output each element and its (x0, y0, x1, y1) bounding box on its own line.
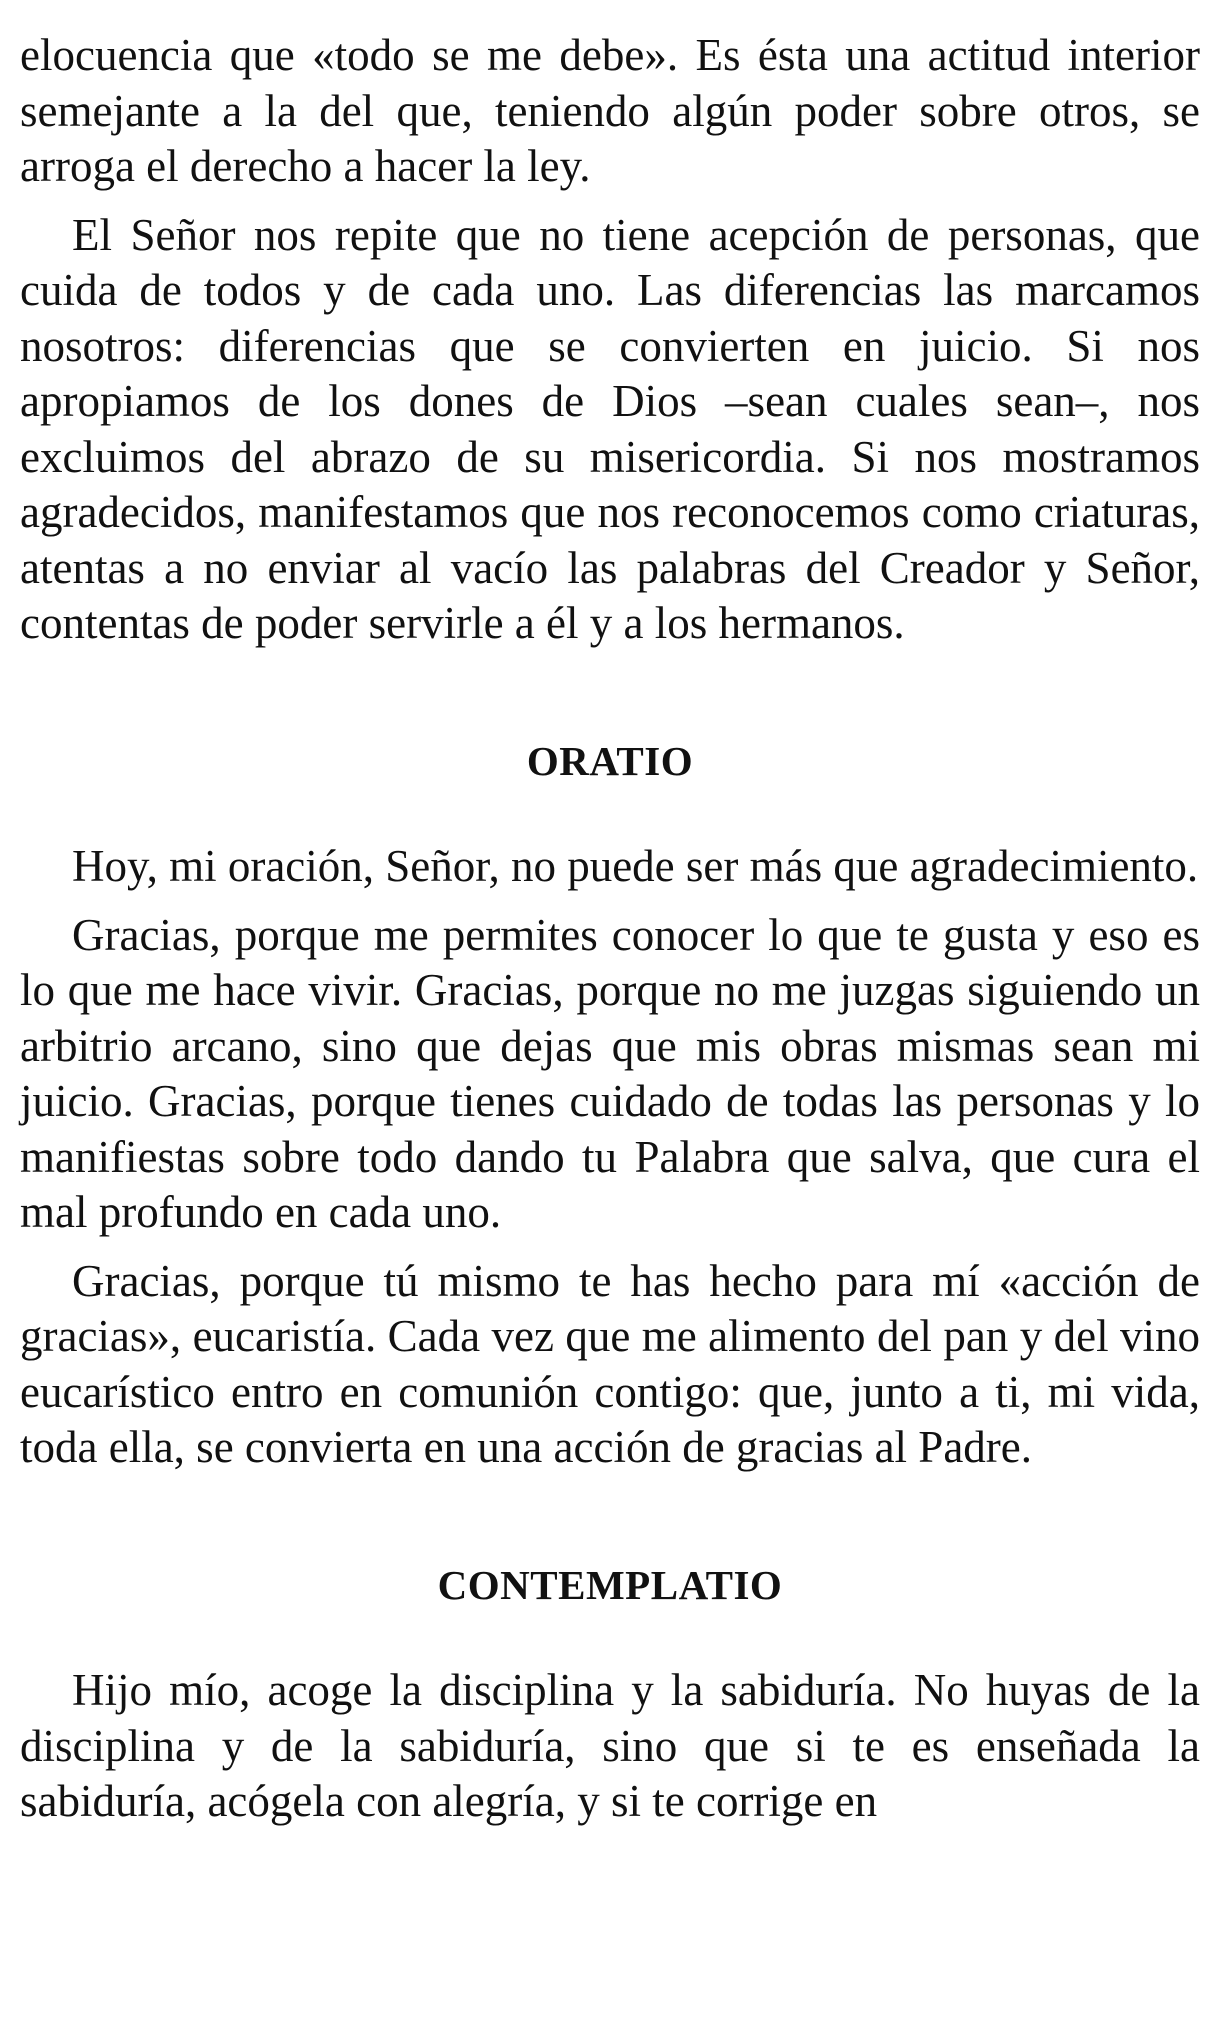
heading-contemplatio: CONTEMPLATIO (437, 1561, 783, 1608)
book-page (20, 28, 1200, 1830)
paragraph-continuation: elocuencia que «todo se me debe». Es ésta una actitud interior semejante a la del que, teniendo algún poder sobre otros, se arroga el derecho a hacer la ley. (20, 30, 1200, 191)
paragraph-oratio-gracias-1: Gracias, porque me permites conocer lo que te gusta y eso es lo que me hace vivir. Gracias, porque no me juzgas siguiendo un arbitrio arcano, sino que dejas que mis obras mismas sean mi juicio. Gracias, porque tienes cuidado de todas las personas y lo manifiestas sobre todo dando tu Palabra que salva, que cura el mal profundo en cada uno. (20, 909, 1200, 1237)
paragraph-oratio-intro: Hoy, mi oración, Señor, no puede ser más que agradecimiento. (72, 841, 1199, 891)
paragraph-oratio-gracias-2: Gracias, porque tú mismo te has hecho para mí «acción de gracias», eucaristía. Cada vez que me alimento del pan y del vino eucarístico entro en comunión contigo: que, junto a ti, mi vida, toda ella, se convierta en una acción de gracias al Padre. (20, 1255, 1200, 1472)
heading-oratio: ORATIO (526, 737, 694, 784)
paragraph-acepcion: El Señor nos repite que no tiene acepción de personas, que cuida de todos y de cada uno. Las diferencias las marcamos nosotros: diferencias que se convierten en juicio. Si nos apropiamos de los dones de Dios –sean cuales sean–, nos excluimos del abrazo de su misericordia. Si nos mostramos agradecidos, manifestamos que nos reconocemos como criaturas, atentas a no enviar al vacío las palabras del Creador y Señor, contentas de poder servirle a él y a los hermanos. (20, 209, 1200, 648)
paragraph-contemplatio: Hijo mío, acoge la disciplina y la sabiduría. No huyas de la disciplina y de la sabiduría, sino que si te es enseñada la sabiduría, acógela con alegría, y si te corrige en (20, 1665, 1200, 1826)
